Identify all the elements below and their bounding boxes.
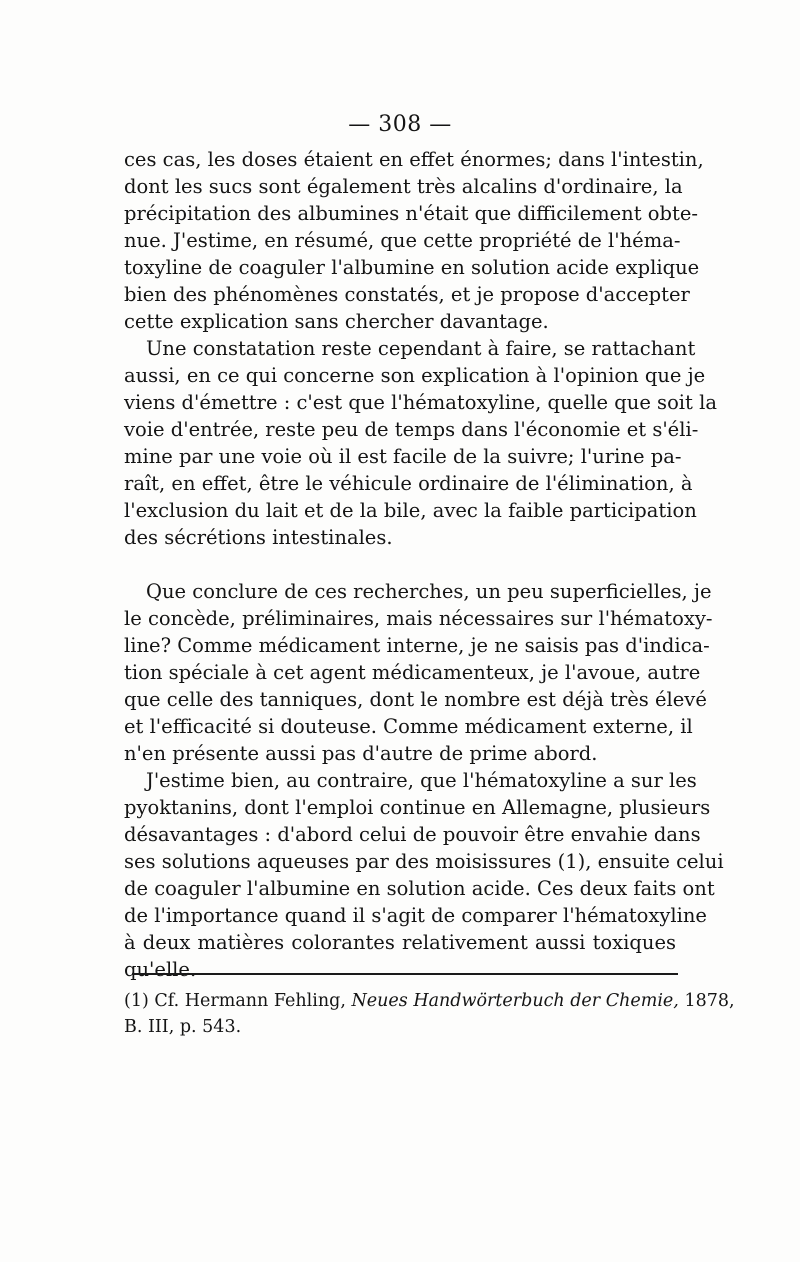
text-line: tion spéciale à cet agent médicamenteux, je l'avoue, autre	[124, 661, 701, 684]
text-line: mine par une voie où il est facile de la suivre; l'urine pa-	[124, 445, 682, 468]
text-line: que celle des tanniques, dont le nombre est déjà très élevé	[124, 688, 707, 711]
text-line: aussi, en ce qui concerne son explication à l'opinion que je	[124, 364, 706, 387]
text-line: raît, en effet, être le véhicule ordinaire de l'élimination, à	[124, 472, 693, 495]
footnote-citation-year: 1878,	[684, 991, 735, 1011]
text-line: précipitation des albumines n'était que difficilement obte-	[124, 202, 698, 225]
footnote-citation-pre: Cf. Hermann Fehling,	[154, 991, 346, 1011]
text-line: viens d'émettre : c'est que l'hématoxyline, quelle que soit la	[124, 391, 717, 414]
text-line: le concède, préliminaires, mais nécessaires sur l'hématoxy-	[124, 607, 713, 630]
text-line: de coaguler l'albumine en solution acide. Ces deux faits ont	[124, 877, 715, 900]
text-line: des sécrétions intestinales.	[124, 526, 393, 549]
text-line: nue. J'estime, en résumé, que cette propriété de l'héma-	[124, 229, 681, 252]
footnote-line-1	[124, 988, 735, 1014]
paragraph-1	[124, 146, 704, 335]
text-line: line? Comme médicament interne, je ne saisis pas d'indica-	[124, 634, 710, 657]
text-line: cette explication sans chercher davantage.	[124, 310, 549, 333]
text-line: J'estime bien, au contraire, que l'hématoxyline a sur les	[146, 769, 697, 792]
text-line: à deux matières colorantes relativement aussi toxiques	[124, 931, 676, 954]
footnote-line-2: B. III, p. 543.	[124, 1017, 242, 1037]
text-line: ces cas, les doses étaient en effet énormes; dans l'intestin,	[124, 148, 704, 171]
paragraph-spacer	[124, 551, 676, 578]
footnote	[124, 988, 735, 1040]
text-line: Une constatation reste cependant à faire, se rattachant	[146, 337, 696, 360]
text-line: Que conclure de ces recherches, un peu superficielles, je	[146, 580, 712, 603]
text-line: et l'efficacité si douteuse. Comme médicament externe, il	[124, 715, 693, 738]
footnote-divider	[132, 973, 678, 975]
text-line: qu'elle.	[124, 958, 197, 981]
text-line: n'en présente aussi pas d'autre de prime abord.	[124, 742, 598, 765]
page-number: — 308 —	[348, 112, 452, 137]
footnote-book-title: Neues Handwörterbuch der Chemie,	[351, 991, 679, 1011]
text-line: dont les sucs sont également très alcalins d'ordinaire, la	[124, 175, 683, 198]
text-line: désavantages : d'abord celui de pouvoir être envahie dans	[124, 823, 701, 846]
body-text	[124, 146, 724, 983]
text-line: toxyline de coaguler l'albumine en solution acide explique	[124, 256, 700, 279]
paragraph-2	[124, 335, 717, 551]
text-line: ses solutions aqueuses par des moisissures (1), ensuite celui	[124, 850, 724, 873]
text-line: voie d'entrée, reste peu de temps dans l'économie et s'éli-	[124, 418, 699, 441]
paragraph-4	[124, 767, 724, 983]
footnote-marker: (1)	[124, 991, 149, 1011]
text-line: de l'importance quand il s'agit de comparer l'hématoxyline	[124, 904, 707, 927]
text-line: l'exclusion du lait et de la bile, avec la faible participation	[124, 499, 697, 522]
text-line: bien des phénomènes constatés, et je propose d'accepter	[124, 283, 690, 306]
text-line: pyoktanins, dont l'emploi continue en Allemagne, plusieurs	[124, 796, 711, 819]
paragraph-3	[124, 578, 713, 767]
